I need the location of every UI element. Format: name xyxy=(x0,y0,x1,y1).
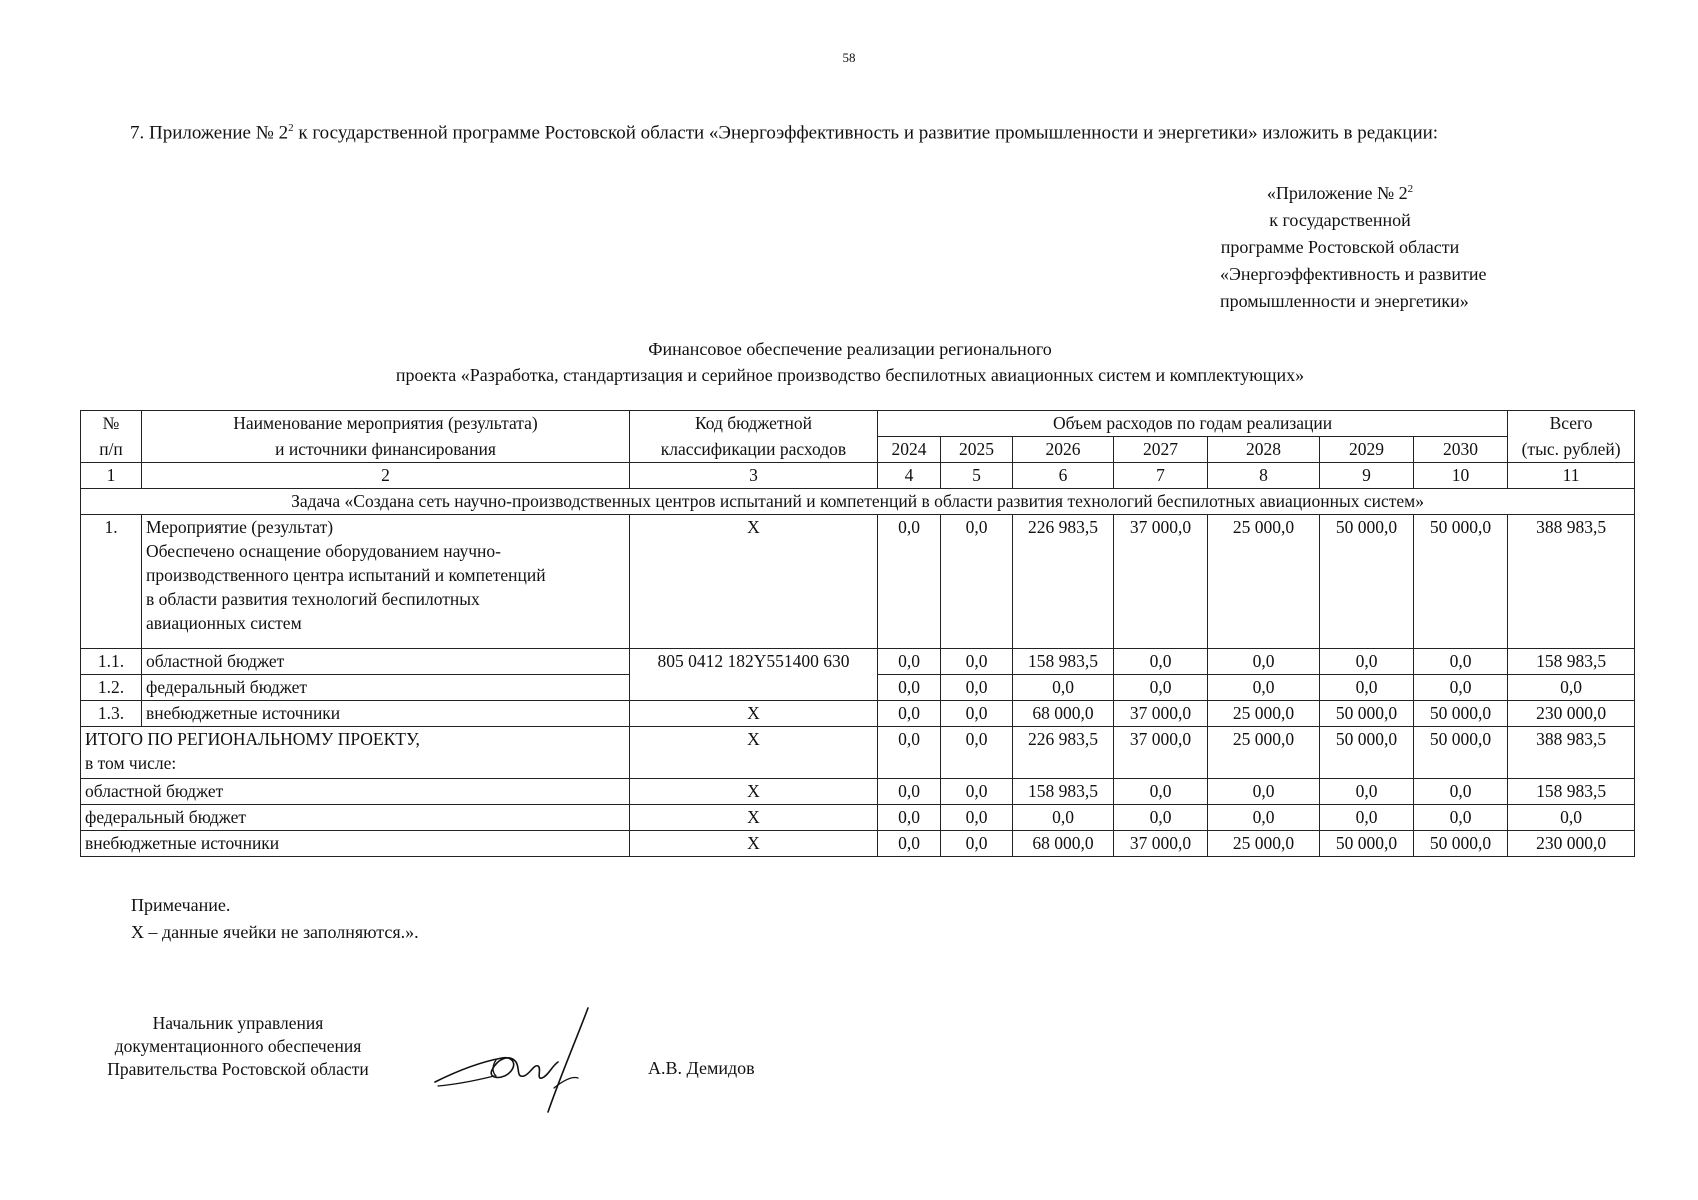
row-no: 1.1. xyxy=(81,649,142,675)
value-cell: 0,0 xyxy=(878,515,941,649)
header-total-2: (тыс. рублей) xyxy=(1508,437,1635,463)
value-cell: 50 000,0 xyxy=(1414,727,1508,779)
value-cell: 0,0 xyxy=(1320,805,1414,831)
value-cell: 0,0 xyxy=(1208,779,1320,805)
value-cell: 50 000,0 xyxy=(1320,515,1414,649)
source-name: областной бюджет xyxy=(142,649,630,675)
event-row xyxy=(81,515,1635,649)
value-cell: 158 983,5 xyxy=(1013,649,1114,675)
total-cell: 230 000,0 xyxy=(1508,831,1635,857)
total-cell: 0,0 xyxy=(1508,805,1635,831)
event-name-line: производственного центра испытаний и компетенций xyxy=(146,565,546,585)
project-total-row xyxy=(81,727,1635,779)
budget-code: Х xyxy=(630,727,878,779)
note-title: Примечание. xyxy=(131,895,231,915)
total-row-extrabudgetary xyxy=(81,831,1635,857)
header-year: 2030 xyxy=(1414,437,1508,463)
value-cell: 0,0 xyxy=(941,727,1013,779)
value-cell: 37 000,0 xyxy=(1114,701,1208,727)
value-cell: 0,0 xyxy=(1208,805,1320,831)
column-number: 1 xyxy=(81,463,142,489)
value-cell: 0,0 xyxy=(1114,779,1208,805)
event-name-line: Мероприятие (результат) xyxy=(146,517,334,537)
event-name-line: авиационных систем xyxy=(146,613,302,633)
value-cell: 0,0 xyxy=(941,649,1013,675)
financing-table xyxy=(80,410,1635,857)
source-name: внебюджетные источники xyxy=(142,701,630,727)
value-cell: 0,0 xyxy=(941,779,1013,805)
budget-code: Х xyxy=(630,701,878,727)
header-total: Всего xyxy=(1508,411,1635,437)
budget-code xyxy=(630,675,878,701)
table-caption xyxy=(300,336,1400,388)
intro-superscript: 2 xyxy=(288,122,294,134)
column-number: 9 xyxy=(1320,463,1414,489)
value-cell: 0,0 xyxy=(878,779,941,805)
source-name: федеральный бюджет xyxy=(81,805,630,831)
signer-line: документационного обеспечения xyxy=(114,1036,362,1056)
value-cell: 37 000,0 xyxy=(1114,515,1208,649)
header-row-1 xyxy=(81,411,1635,437)
value-cell: 0,0 xyxy=(878,805,941,831)
header-name: Наименование мероприятия (результата) xyxy=(142,411,630,437)
event-name xyxy=(142,515,630,649)
value-cell: 0,0 xyxy=(1114,675,1208,701)
page-number: 58 xyxy=(842,50,856,65)
column-number: 11 xyxy=(1508,463,1635,489)
value-cell: 50 000,0 xyxy=(1320,701,1414,727)
header-years-title: Объем расходов по годам реализации xyxy=(878,411,1508,437)
value-cell: 50 000,0 xyxy=(1320,831,1414,857)
event-name-line: Обеспечено оснащение оборудованием научно- xyxy=(146,541,501,561)
header-row-2 xyxy=(81,437,1635,463)
header-year: 2026 xyxy=(1013,437,1114,463)
value-cell: 0,0 xyxy=(878,727,941,779)
value-cell: 0,0 xyxy=(1414,649,1508,675)
total-cell: 0,0 xyxy=(1508,675,1635,701)
value-cell: 68 000,0 xyxy=(1013,701,1114,727)
header-year: 2027 xyxy=(1114,437,1208,463)
value-cell: 0,0 xyxy=(941,831,1013,857)
value-cell: 0,0 xyxy=(878,675,941,701)
intro-prefix: 7. Приложение № 2 xyxy=(130,122,289,144)
header-name-2: и источники финансирования xyxy=(142,437,630,463)
total-row-federal xyxy=(81,805,1635,831)
event-name-line: в области развития технологий беспилотных xyxy=(146,589,480,609)
value-cell: 158 983,5 xyxy=(1013,779,1114,805)
signer-line: Правительства Ростовской области xyxy=(107,1059,369,1079)
total-cell: 388 983,5 xyxy=(1508,727,1635,779)
value-cell: 0,0 xyxy=(1013,675,1114,701)
value-cell: 0,0 xyxy=(1414,805,1508,831)
total-cell: 158 983,5 xyxy=(1508,779,1635,805)
column-number: 4 xyxy=(878,463,941,489)
column-number: 6 xyxy=(1013,463,1114,489)
intro-rest: к государственной программе Ростовской области «Энергоэффективность и развитие промышленности и энергетики» изложить в редакции: xyxy=(293,122,1439,144)
total-cell: 388 983,5 xyxy=(1508,515,1635,649)
value-cell: 0,0 xyxy=(878,831,941,857)
total-cell: 230 000,0 xyxy=(1508,701,1635,727)
event-code: Х xyxy=(630,515,878,649)
caption-line-1: Финансовое обеспечение реализации регионального xyxy=(648,339,1052,359)
project-total-label-line: в том числе: xyxy=(85,753,177,773)
source-name: внебюджетные источники xyxy=(81,831,630,857)
value-cell: 0,0 xyxy=(1320,649,1414,675)
project-total-label-line: ИТОГО ПО РЕГИОНАЛЬНОМУ ПРОЕКТУ, xyxy=(85,729,420,749)
budget-code: Х xyxy=(630,831,878,857)
value-cell: 37 000,0 xyxy=(1114,831,1208,857)
budget-code: 805 0412 182Y551400 630 xyxy=(630,649,878,675)
value-cell: 50 000,0 xyxy=(1320,727,1414,779)
sub-row-1-1 xyxy=(81,649,1635,675)
task-title: Задача «Создана сеть научно-производственных центров испытаний и компетенций в области развития технологий беспилотных авиационных систем» xyxy=(81,489,1635,515)
handwritten-signature xyxy=(430,1000,650,1120)
task-row xyxy=(81,489,1635,515)
value-cell: 50 000,0 xyxy=(1414,701,1508,727)
row-no: 1.3. xyxy=(81,701,142,727)
header-year: 2025 xyxy=(941,437,1013,463)
value-cell: 226 983,5 xyxy=(1013,727,1114,779)
total-cell: 158 983,5 xyxy=(1508,649,1635,675)
value-cell: 0,0 xyxy=(878,701,941,727)
value-cell: 0,0 xyxy=(1208,649,1320,675)
annex-line-5: промышленности и энергетики» xyxy=(1220,291,1469,311)
annex-line-3: программе Ростовской области xyxy=(1220,237,1460,257)
value-cell: 0,0 xyxy=(1320,675,1414,701)
source-name: федеральный бюджет xyxy=(142,675,630,701)
column-number: 2 xyxy=(142,463,630,489)
value-cell: 50 000,0 xyxy=(1414,831,1508,857)
project-total-label xyxy=(81,727,630,779)
budget-code: Х xyxy=(630,779,878,805)
sub-row-1-2 xyxy=(81,675,1635,701)
column-number-row xyxy=(81,463,1635,489)
value-cell: 25 000,0 xyxy=(1208,831,1320,857)
value-cell: 0,0 xyxy=(1414,779,1508,805)
header-year: 2024 xyxy=(878,437,941,463)
header-year: 2028 xyxy=(1208,437,1320,463)
header-no-2: п/п xyxy=(81,437,142,463)
signer-name: А.В. Демидов xyxy=(648,1058,755,1078)
column-number: 5 xyxy=(941,463,1013,489)
value-cell: 0,0 xyxy=(1013,805,1114,831)
annex-line-2: к государственной xyxy=(1269,210,1411,230)
signer-position xyxy=(78,1012,398,1081)
value-cell: 0,0 xyxy=(1114,649,1208,675)
column-number: 7 xyxy=(1114,463,1208,489)
value-cell: 226 983,5 xyxy=(1013,515,1114,649)
annex-heading xyxy=(1220,176,1487,315)
value-cell: 0,0 xyxy=(941,805,1013,831)
total-row-regional xyxy=(81,779,1635,805)
value-cell: 37 000,0 xyxy=(1114,727,1208,779)
value-cell: 0,0 xyxy=(941,675,1013,701)
header-year: 2029 xyxy=(1320,437,1414,463)
header-code-2: классификации расходов xyxy=(630,437,878,463)
annex-line-1 xyxy=(1220,176,1460,207)
value-cell: 0,0 xyxy=(941,515,1013,649)
value-cell: 0,0 xyxy=(1320,779,1414,805)
caption-line-2: проекта «Разработка, стандартизация и серийное производство беспилотных авиационных систем и комплектующих» xyxy=(395,365,1305,385)
value-cell: 0,0 xyxy=(1114,805,1208,831)
annex-line-1-text: «Приложение № 2 xyxy=(1266,183,1408,203)
value-cell: 25 000,0 xyxy=(1208,515,1320,649)
value-cell: 0,0 xyxy=(878,649,941,675)
annex-line-4: «Энергоэффективность и развитие xyxy=(1220,264,1487,284)
column-number: 8 xyxy=(1208,463,1320,489)
header-no: № xyxy=(81,411,142,437)
header-code: Код бюджетной xyxy=(630,411,878,437)
column-number: 10 xyxy=(1414,463,1508,489)
value-cell: 50 000,0 xyxy=(1414,515,1508,649)
sub-row-1-3 xyxy=(81,701,1635,727)
row-no: 1.2. xyxy=(81,675,142,701)
signer-line: Начальник управления xyxy=(152,1013,324,1033)
value-cell: 0,0 xyxy=(941,701,1013,727)
budget-code: Х xyxy=(630,805,878,831)
value-cell: 0,0 xyxy=(1414,675,1508,701)
note-text: Х – данные ячейки не заполняются.». xyxy=(131,922,419,942)
source-name: областной бюджет xyxy=(81,779,630,805)
note-block xyxy=(131,892,419,946)
value-cell: 25 000,0 xyxy=(1208,701,1320,727)
event-no: 1. xyxy=(81,515,142,649)
value-cell: 25 000,0 xyxy=(1208,727,1320,779)
annex-line-1-sup: 2 xyxy=(1407,183,1414,195)
value-cell: 68 000,0 xyxy=(1013,831,1114,857)
column-number: 3 xyxy=(630,463,878,489)
intro-paragraph xyxy=(130,122,1438,144)
value-cell: 0,0 xyxy=(1208,675,1320,701)
